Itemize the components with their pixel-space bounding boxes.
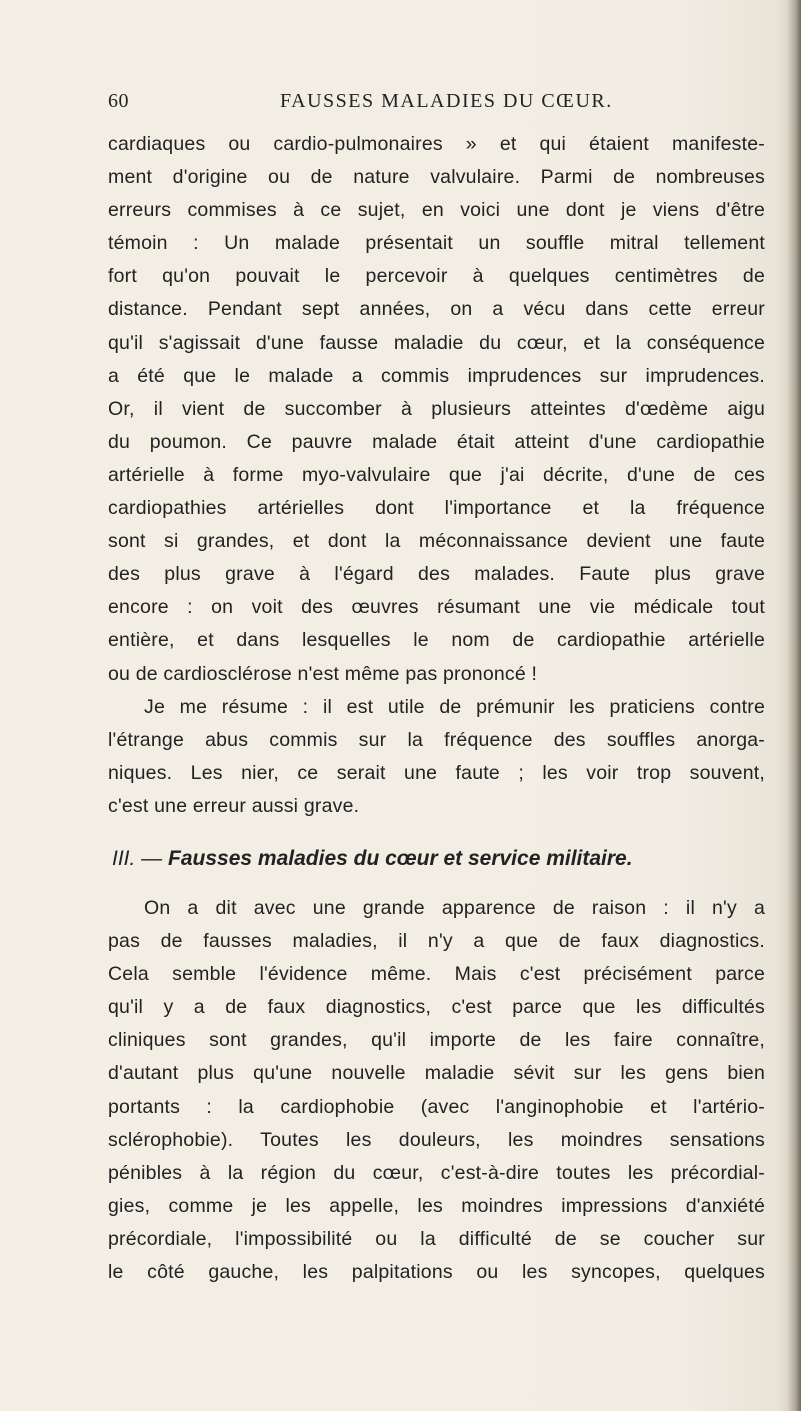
text-line: du poumon. Ce pauvre malade était atteint d'une cardiopathie (108, 430, 765, 453)
section-number: III. — (112, 846, 163, 870)
text-line: erreurs commises à ce sujet, en voici une dont je viens d'être (108, 199, 765, 222)
text-line: a été que le malade a commis imprudences sur imprudences. (108, 364, 765, 387)
text-line: témoin : Un malade présentait un souffle mitral tellement (108, 232, 765, 255)
text-line: portants : la cardiophobie (avec l'anginophobie et l'artério- (108, 1095, 765, 1118)
text-line: ou de cardiosclérose n'est même pas prononcé ! (108, 662, 538, 685)
text-line: distance. Pendant sept années, on a vécu dans cette erreur (108, 298, 765, 321)
text-line: sclérophobie). Toutes les douleurs, les moindres sensations (108, 1128, 765, 1151)
text-line: sont si grandes, et dont la méconnaissance devient une faute (108, 530, 765, 553)
running-title: FAUSSES MALADIES DU CŒUR. (280, 90, 613, 112)
text-line: On a dit avec une grande apparence de raison : il n'y a (144, 896, 765, 919)
text-line: artérielle à forme myo-valvulaire que j'ai décrite, d'une de ces (108, 463, 765, 486)
page-number: 60 (108, 90, 129, 112)
text-line: Cela semble l'évidence même. Mais c'est précisément parce (108, 963, 765, 986)
text-line: le côté gauche, les palpitations ou les syncopes, quelques (108, 1261, 765, 1283)
paragraph-1 (108, 128, 765, 691)
text-line: Or, il vient de succomber à plusieurs atteintes d'œdème aigu (108, 397, 765, 420)
text-line: gies, comme je les appelle, les moindres impressions d'anxiété (108, 1194, 765, 1217)
text-line: c'est une erreur aussi grave. (108, 794, 360, 817)
text-line: qu'il y a de faux diagnostics, c'est parce que les difficultés (108, 996, 765, 1019)
text-line: d'autant plus qu'une nouvelle maladie sévit sur les gens bien (108, 1062, 765, 1085)
text-line: des plus grave à l'égard des malades. Faute plus grave (108, 563, 765, 586)
paragraph-3 (108, 892, 765, 1289)
text-line: ment d'origine ou de nature valvulaire. Parmi de nombreuses (108, 166, 765, 189)
text-line: entière, et dans lesquelles le nom de cardiopathie artérielle (108, 629, 765, 652)
paragraph-2 (108, 691, 765, 823)
text-line: cardiaques ou cardio-pulmonaires » et qui étaient manifeste- (108, 133, 765, 155)
text-line: l'étrange abus commis sur la fréquence des souffles anorga- (108, 728, 765, 751)
text-line: cliniques sont grandes, qu'il importe de les faire connaître, (108, 1029, 765, 1052)
body-text (108, 128, 765, 1289)
text-line: pas de fausses maladies, il n'y a que de faux diagnostics. (108, 930, 765, 953)
text-line: précordiale, l'impossibilité ou la difficulté de se coucher sur (108, 1227, 765, 1250)
text-line: niques. Les nier, ce serait une faute ; les voir trop souvent, (108, 761, 765, 784)
page-edge-shadow (787, 0, 801, 1411)
section-heading (108, 842, 765, 876)
text-line: cardiopathies artérielles dont l'importance et la fréquence (108, 497, 765, 520)
section-title: Fausses maladies du cœur et service militaire. (168, 846, 633, 870)
text-line: Je me résume : il est utile de prémunir les praticiens contre (144, 695, 765, 718)
page-header (108, 90, 798, 126)
text-line: fort qu'on pouvait le percevoir à quelques centimètres de (108, 265, 765, 288)
text-line: pénibles à la région du cœur, c'est-à-dire toutes les précordial- (108, 1161, 765, 1184)
text-line: qu'il s'agissait d'une fausse maladie du cœur, et la conséquence (108, 331, 765, 354)
text-line: encore : on voit des œuvres résumant une vie médicale tout (108, 596, 765, 619)
